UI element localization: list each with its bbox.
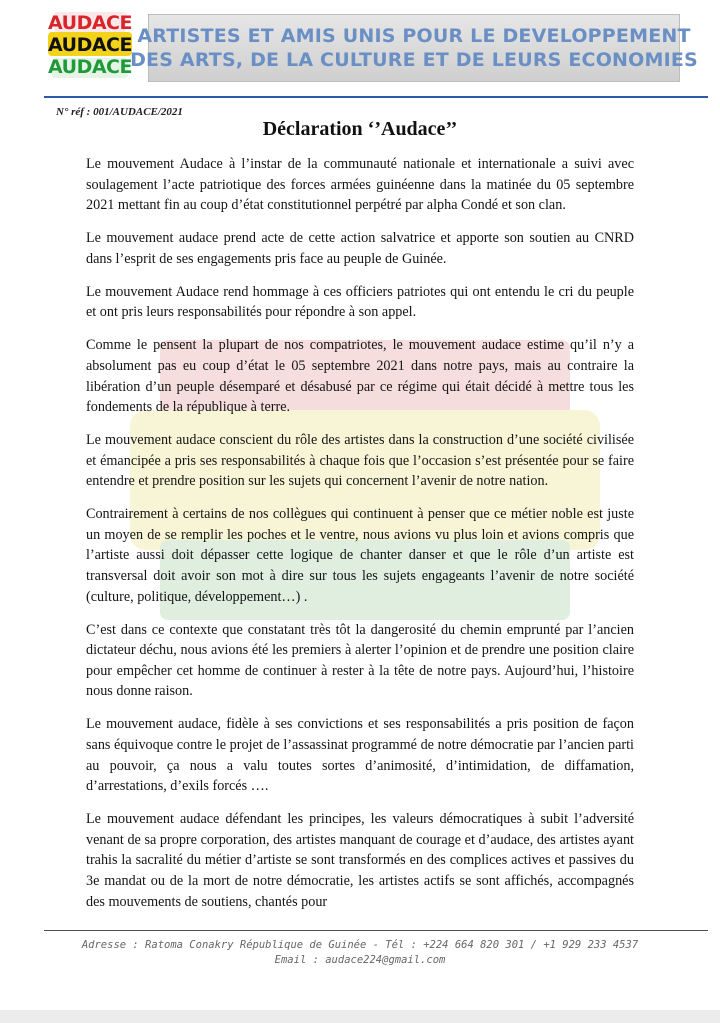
paragraph-5: Le mouvement audace conscient du rôle des artistes dans la construction d’une société civilisée et émancipée a pris ses responsabilités à chaque fois que l’occasion s’est présentée pour se faire entendre et prendre position sur les sujets qui concernent l’avenir de notre nation. <box>86 432 634 490</box>
paragraph-7: C’est dans ce contexte que constatant très tôt la dangerosité du chemin emprunté par l’ancien dictateur déchu, nous avions été les premiers à alerter l’opinion et de prendre une position claire pour empêcher cet homme de continuer à rester à la tête de notre pays. Aujourd’hui, l’histoire nous donne raison. <box>86 621 634 700</box>
document-title: Déclaration ‘’Audace’’ <box>262 118 458 140</box>
document-body <box>86 154 634 925</box>
header-banner <box>130 14 698 82</box>
audace-logo <box>44 10 136 82</box>
banner-line-1: ARTISTES ET AMIS UNIS POUR LE DEVELOPPEMENT <box>137 25 691 47</box>
footer-address: Adresse : Ratoma Conakry République de Guinée - Tél : +224 664 820 301 / +1 929 233 4537 <box>81 939 639 951</box>
paragraph-9: Le mouvement audace défendant les principes, les valeurs démocratiques à subit l’adversité venant de sa propre corporation, des artistes manquant de courage et d’audace, des artistes ayant trahis la sacralité du métier d’artiste se sont transformés en des complices actives et passives du 3e mandat ou de la mort de notre démocratie, les artistes actifs se sont affichés, accompagnés des mouvements de soutiens, chantés pour <box>86 811 634 910</box>
footer-divider <box>44 930 708 931</box>
paragraph-2: Le mouvement audace prend acte de cette action salvatrice et apporte son soutien au CNRD dans l’esprit de ses engagements pris face au peuple de Guinée. <box>86 230 634 267</box>
logo-word-green: AUDACE <box>48 56 132 78</box>
banner-line-2: DES ARTS, DE LA CULTURE ET DE LEURS ECONOMIES <box>130 49 698 71</box>
paragraph-6: Contrairement à certains de nos collègues qui continuent à penser que ce métier noble est juste un moyen de se remplir les poches et le ventre, nous avions vu plus loin et avions compris que l’artiste aussi doit dépasser cette logique de chanter danser et que le rôle d’un artiste est transversal doit avoir son mot à dire sur tous les sujets engageants l’avenir de notre société (culture, politique, développement…) . <box>86 506 634 605</box>
reference-number: N° réf : 001/AUDACE/2021 <box>56 106 183 118</box>
logo-word-red: AUDACE <box>48 12 132 34</box>
logo-word-black: AUDACE <box>48 34 132 56</box>
footer-email: Email : audace224@gmail.com <box>274 954 446 966</box>
footer-contact <box>0 938 720 968</box>
paragraph-3: Le mouvement Audace rend hommage à ces officiers patriotes qui ont entendu le cri du peuple et ont pris leurs responsabilités pour répondre à son appel. <box>86 283 634 321</box>
header-divider <box>44 96 708 98</box>
paragraph-4: Comme le pensent la plupart de nos compatriotes, le mouvement audace estime qu’il n’y a absolument pas eu coup d’état le 05 septembre 2021 dans notre pays, mais au contraire la libération d’un peuple désemparé et désabusé par ce régime qui était décidé à mettre tous les fondements de la république à terre. <box>86 337 634 416</box>
paragraph-8: Le mouvement audace, fidèle à ses convictions et ses responsabilités a pris position de façon sans équivoque contre le projet de l’assassinat programmé de notre démocratie par l’ancien parti au pouvoir, ça nous a valu toutes sortes d’animosité, d’intimidation, de diffamation, d’arrestations, d’exils forcés …. <box>86 716 634 795</box>
paragraph-1: Le mouvement Audace à l’instar de la communauté nationale et internationale a suivi avec soulagement l’acte patriotique des forces armées guinéenne dans la matinée du 05 septembre 2021 mettant fin au coup d’état constitutionnel perpétré par alpha Condé et son clan. <box>86 156 634 214</box>
